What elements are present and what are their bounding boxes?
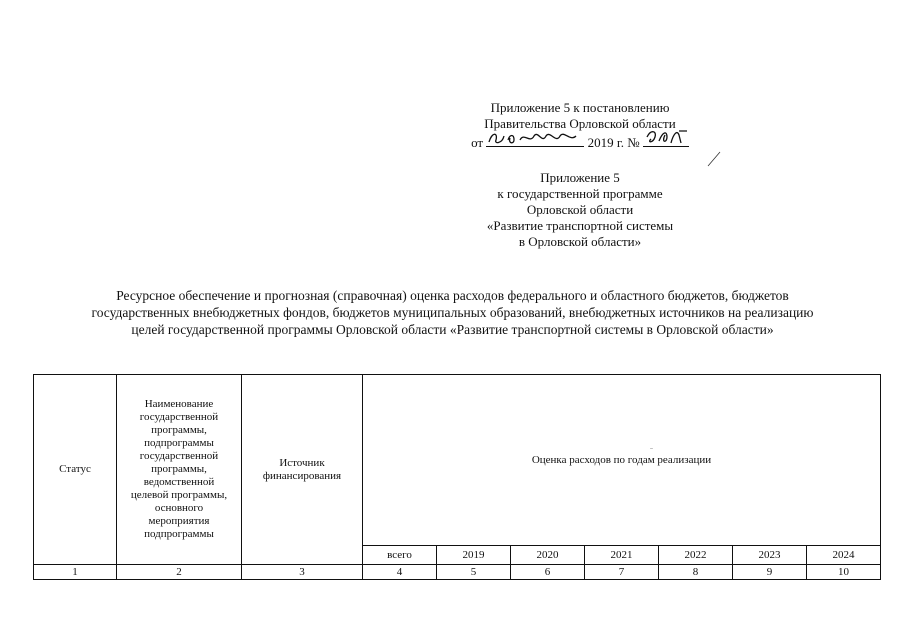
order-appendix-line2: Правительства Орловской области xyxy=(484,116,676,131)
column-number: 1 xyxy=(34,565,117,580)
column-number: 6 xyxy=(511,565,585,580)
handwritten-date-signature xyxy=(486,128,584,148)
program-appendix-line2: к государственной программе xyxy=(497,186,663,201)
scan-speck: ˉ xyxy=(650,446,653,456)
header-year-2021: 2021 xyxy=(585,546,659,565)
program-appendix-line3: Орловской области xyxy=(526,202,634,217)
header-name: Наименование государственной программы, подпрограммы государственной программы, ведомственной целевой программы, основного мероприятия подпрограммы xyxy=(117,375,242,565)
title-line1: Ресурсное обеспечение и прогнозная (справочная) оценка расходов федерального и областного бюджетов, бюджетов xyxy=(116,288,789,303)
header-year-2020: 2020 xyxy=(511,546,585,565)
program-appendix xyxy=(280,170,880,250)
header-year-2019: 2019 xyxy=(437,546,511,565)
title-line3: целей государственной программы Орловской области «Развитие транспортной системы в Орловской области» xyxy=(131,322,774,337)
date-prefix: от xyxy=(471,135,484,150)
header-source: Источник финансирования xyxy=(242,375,363,565)
order-appendix-line1: Приложение 5 к постановлению xyxy=(490,100,670,115)
column-number: 9 xyxy=(733,565,807,580)
handwritten-number xyxy=(643,132,689,147)
header-year-2023: 2023 xyxy=(733,546,807,565)
document-title xyxy=(20,287,885,338)
header-year-2022: 2022 xyxy=(659,546,733,565)
budget-table xyxy=(33,374,881,580)
column-number: 2 xyxy=(117,565,242,580)
program-appendix-line1: Приложение 5 xyxy=(540,170,620,185)
order-appendix xyxy=(280,100,880,151)
handwritten-date xyxy=(486,132,584,147)
column-number: 8 xyxy=(659,565,733,580)
program-appendix-line4: «Развитие транспортной системы xyxy=(486,218,674,233)
column-number: 7 xyxy=(585,565,659,580)
column-number-row xyxy=(34,565,881,580)
pen-mark xyxy=(700,150,730,170)
header-year-2024: 2024 xyxy=(807,546,881,565)
handwritten-number-signature xyxy=(643,127,689,147)
header-estimate: Оценка расходов по годам реализации xyxy=(363,375,881,546)
column-number: 5 xyxy=(437,565,511,580)
order-appendix-date-line xyxy=(280,132,880,151)
header-status: Статус xyxy=(34,375,117,565)
column-number: 10 xyxy=(807,565,881,580)
column-number: 3 xyxy=(242,565,363,580)
column-number: 4 xyxy=(363,565,437,580)
header-year-total: всего xyxy=(363,546,437,565)
title-line2: государственных внебюджетных фондов, бюджетов муниципальных образований, внебюджетных источников на реализацию xyxy=(91,305,814,320)
program-appendix-line5: в Орловской области» xyxy=(518,234,642,249)
year-and-number-label: 2019 г. № xyxy=(587,135,640,150)
